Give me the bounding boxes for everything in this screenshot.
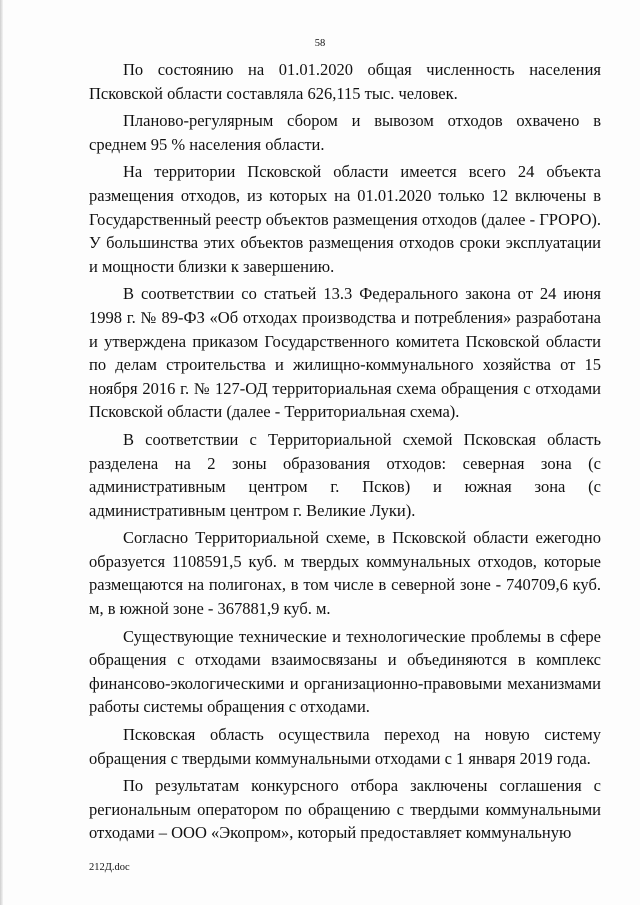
paragraph-waste-facilities: На территории Псковской области имеется всего 24 объекта размещения отходов, из которых на 01.01.2020 только 12 включены в Государственный реестр объектов размещения отходов (далее - ГРОРО). У большинства этих объектов размещения отходов сроки эксплуатации и мощности близки к завершению.: [89, 162, 601, 276]
paragraph-waste-zones: В соответствии с Территориальной схемой Псковская область разделена на 2 зоны образования отходов: северная зона (с административным центром г. Псков) и южная зона (с административным центром г. Великие Луки).: [89, 429, 601, 520]
footer-filename: 212Д.doc: [89, 862, 130, 873]
paragraph-regional-operator: По результатам конкурсного отбора заключены соглашения с региональным оператором по обращению с твердыми коммунальными отходами – ООО «Экопром», который предоставляет коммунальную: [89, 776, 601, 843]
paragraph-problems: Существующие технические и технологические проблемы в сфере обращения с отходами взаимосвязаны и объединяются в комплекс финансово-экологическими и организационно-правовыми механизмами работы системы обращения с отходами.: [89, 626, 601, 717]
page-number: 58: [314, 38, 326, 49]
document-body: [89, 58, 601, 849]
scan-edge-shadow: [0, 0, 3, 905]
paragraph-waste-volume: Согласно Территориальной схеме, в Псковской области ежегодно образуется 1108591,5 куб. м твердых коммунальных отходов, которые размещаются на полигонах, в том числе в северной зоне - 740709,6 куб. м, в южной зоне - 367881,9 куб. м.: [89, 528, 601, 619]
paragraph-new-system: Псковская область осуществила переход на новую систему обращения с твердыми коммунальными отходами с 1 января 2019 года.: [89, 725, 601, 768]
paragraph-territorial-scheme: В соответствии со статьей 13.3 Федерального закона от 24 июня 1998 г. № 89-ФЗ «Об отходах производства и потребления» разработана и утверждена приказом Государственного комитета Псковской области по делам строительства и жилищно-коммунального хозяйства от 15 ноября 2016 г. № 127-ОД территориальная схема обращения с отходами Псковской области (далее - Территориальная схема).: [89, 284, 601, 422]
paragraph-population: По состоянию на 01.01.2020 общая численность населения Псковской области составляла 626,115 тыс. человек.: [89, 60, 601, 103]
paragraph-collection-coverage: Планово-регулярным сбором и вывозом отходов охвачено в среднем 95 % населения области.: [89, 111, 601, 154]
